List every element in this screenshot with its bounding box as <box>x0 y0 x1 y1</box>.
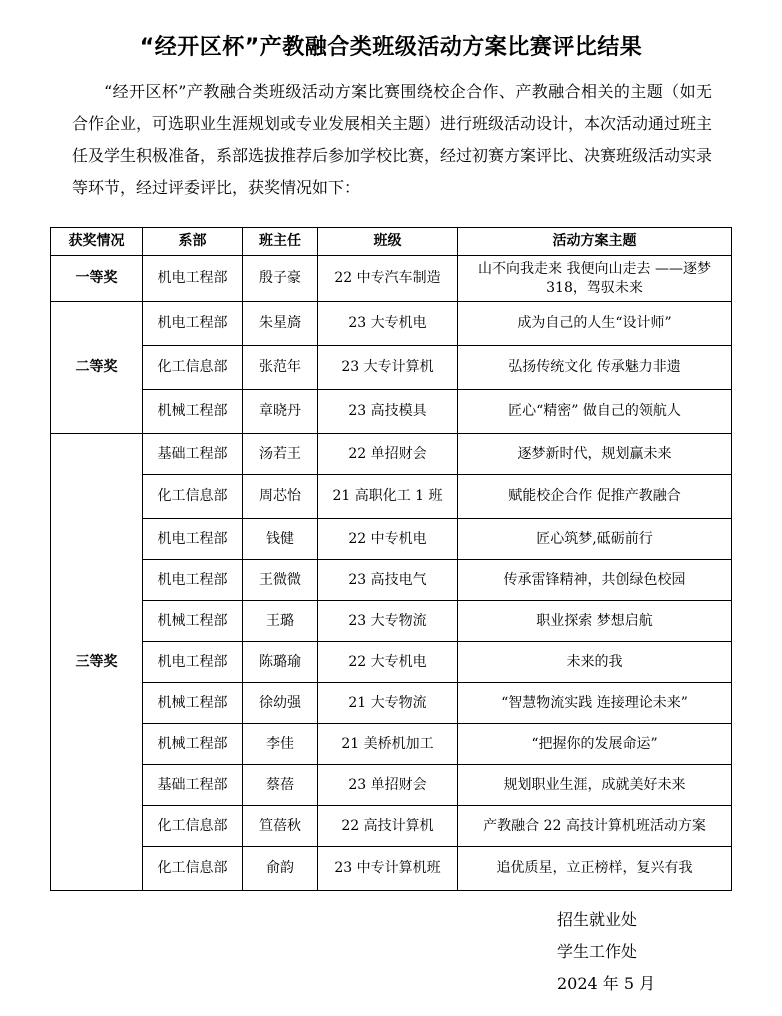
teacher-cell: 朱星旖 <box>243 302 318 346</box>
dept-cell: 机电工程部 <box>143 302 243 346</box>
header-class: 班级 <box>318 228 458 256</box>
dept-cell: 基础工程部 <box>143 765 243 806</box>
page-title: “经开区杯”产教融合类班级活动方案比赛评比结果 <box>139 35 643 60</box>
theme-cell: 山不向我走来 我便向山走去 ——逐梦 318，驾驭未来 <box>458 256 732 302</box>
dept-cell: 基础工程部 <box>143 434 243 475</box>
teacher-cell: 殷子豪 <box>243 256 318 302</box>
dept-cell: 机电工程部 <box>143 560 243 601</box>
table-row <box>51 302 732 346</box>
teacher-cell: 李佳 <box>243 724 318 765</box>
theme-cell: 成为自己的人生“设计师” <box>458 302 732 346</box>
class-cell: 21 高职化工 1 班 <box>318 475 458 519</box>
intro-paragraph: “经开区杯”产教融合类班级活动方案比赛围绕校企合作、产教融合相关的主题（如无合作企业，可选职业生涯规划或专业发展相关主题）进行班级活动设计，本次活动通过班主任及学生积极准备，系部选拔推荐后参加学校比赛，经过初赛方案评比、决赛班级活动实录等环节，经过评委评比，获奖情况如下： <box>72 82 713 197</box>
class-cell: 23 中专计算机班 <box>318 847 458 891</box>
theme-cell: 匠心筑梦,砥砺前行 <box>458 519 732 560</box>
class-cell: 22 中专机电 <box>318 519 458 560</box>
table-row <box>51 560 732 601</box>
signature-enrollment-office: 招生就业处 <box>557 910 638 929</box>
table-row <box>51 390 732 434</box>
teacher-cell: 陈璐瑜 <box>243 642 318 683</box>
theme-cell: 产教融合 22 高技计算机班活动方案 <box>458 806 732 847</box>
dept-cell: 机械工程部 <box>143 601 243 642</box>
teacher-cell: 周芯怡 <box>243 475 318 519</box>
table-row <box>51 847 732 891</box>
table-row <box>51 256 732 302</box>
dept-cell: 机电工程部 <box>143 519 243 560</box>
teacher-cell: 徐幼强 <box>243 683 318 724</box>
class-cell: 23 高技模具 <box>318 390 458 434</box>
table-row <box>51 765 732 806</box>
theme-cell: 弘扬传统文化 传承魅力非遗 <box>458 346 732 390</box>
table-row <box>51 346 732 390</box>
teacher-cell: 汤若王 <box>243 434 318 475</box>
class-cell: 21 大专物流 <box>318 683 458 724</box>
class-cell: 21 美桥机加工 <box>318 724 458 765</box>
teacher-cell: 笪蓓秋 <box>243 806 318 847</box>
theme-cell: 未来的我 <box>458 642 732 683</box>
dept-cell: 机械工程部 <box>143 683 243 724</box>
theme-cell: 追优质星，立正榜样，复兴有我 <box>458 847 732 891</box>
dept-cell: 化工信息部 <box>143 847 243 891</box>
teacher-cell: 俞韵 <box>243 847 318 891</box>
table-row <box>51 724 732 765</box>
dept-cell: 机电工程部 <box>143 256 243 302</box>
header-theme: 活动方案主题 <box>458 228 732 256</box>
table-row <box>51 475 732 519</box>
dept-cell: 化工信息部 <box>143 346 243 390</box>
theme-cell: 职业探索 梦想启航 <box>458 601 732 642</box>
teacher-cell: 王微微 <box>243 560 318 601</box>
dept-cell: 机械工程部 <box>143 724 243 765</box>
theme-cell: 赋能校企合作 促推产教融合 <box>458 475 732 519</box>
table-row <box>51 806 732 847</box>
award-level-third: 三等奖 <box>51 434 143 891</box>
theme-cell: “把握你的发展命运” <box>458 724 732 765</box>
teacher-cell: 蔡蓓 <box>243 765 318 806</box>
signature-student-affairs-office: 学生工作处 <box>557 942 638 961</box>
signature-date: 2024 年 5 月 <box>557 974 656 993</box>
class-cell: 23 高技电气 <box>318 560 458 601</box>
dept-cell: 化工信息部 <box>143 475 243 519</box>
class-cell: 22 大专机电 <box>318 642 458 683</box>
table-row <box>51 434 732 475</box>
theme-cell: 匠心“精密” 做自己的领航人 <box>458 390 732 434</box>
header-teacher: 班主任 <box>243 228 318 256</box>
table-row <box>51 601 732 642</box>
class-cell: 23 大专物流 <box>318 601 458 642</box>
award-level-second: 二等奖 <box>51 302 143 434</box>
header-department: 系部 <box>143 228 243 256</box>
header-award-level: 获奖情况 <box>51 228 143 256</box>
class-cell: 22 单招财会 <box>318 434 458 475</box>
theme-cell: 传承雷锋精神，共创绿色校园 <box>458 560 732 601</box>
award-level-first: 一等奖 <box>51 256 143 302</box>
teacher-cell: 章晓丹 <box>243 390 318 434</box>
class-cell: 23 单招财会 <box>318 765 458 806</box>
theme-cell: “智慧物流实践 连接理论未来” <box>458 683 732 724</box>
table-header-row <box>51 228 732 256</box>
dept-cell: 化工信息部 <box>143 806 243 847</box>
class-cell: 23 大专机电 <box>318 302 458 346</box>
dept-cell: 机电工程部 <box>143 642 243 683</box>
theme-cell: 逐梦新时代，规划赢未来 <box>458 434 732 475</box>
class-cell: 22 高技计算机 <box>318 806 458 847</box>
class-cell: 22 中专汽车制造 <box>318 256 458 302</box>
table-row <box>51 683 732 724</box>
theme-cell: 规划职业生涯，成就美好未来 <box>458 765 732 806</box>
awards-table <box>50 227 732 891</box>
teacher-cell: 王璐 <box>243 601 318 642</box>
teacher-cell: 钱健 <box>243 519 318 560</box>
table-row <box>51 519 732 560</box>
dept-cell: 机械工程部 <box>143 390 243 434</box>
class-cell: 23 大专计算机 <box>318 346 458 390</box>
table-row <box>51 642 732 683</box>
teacher-cell: 张范年 <box>243 346 318 390</box>
